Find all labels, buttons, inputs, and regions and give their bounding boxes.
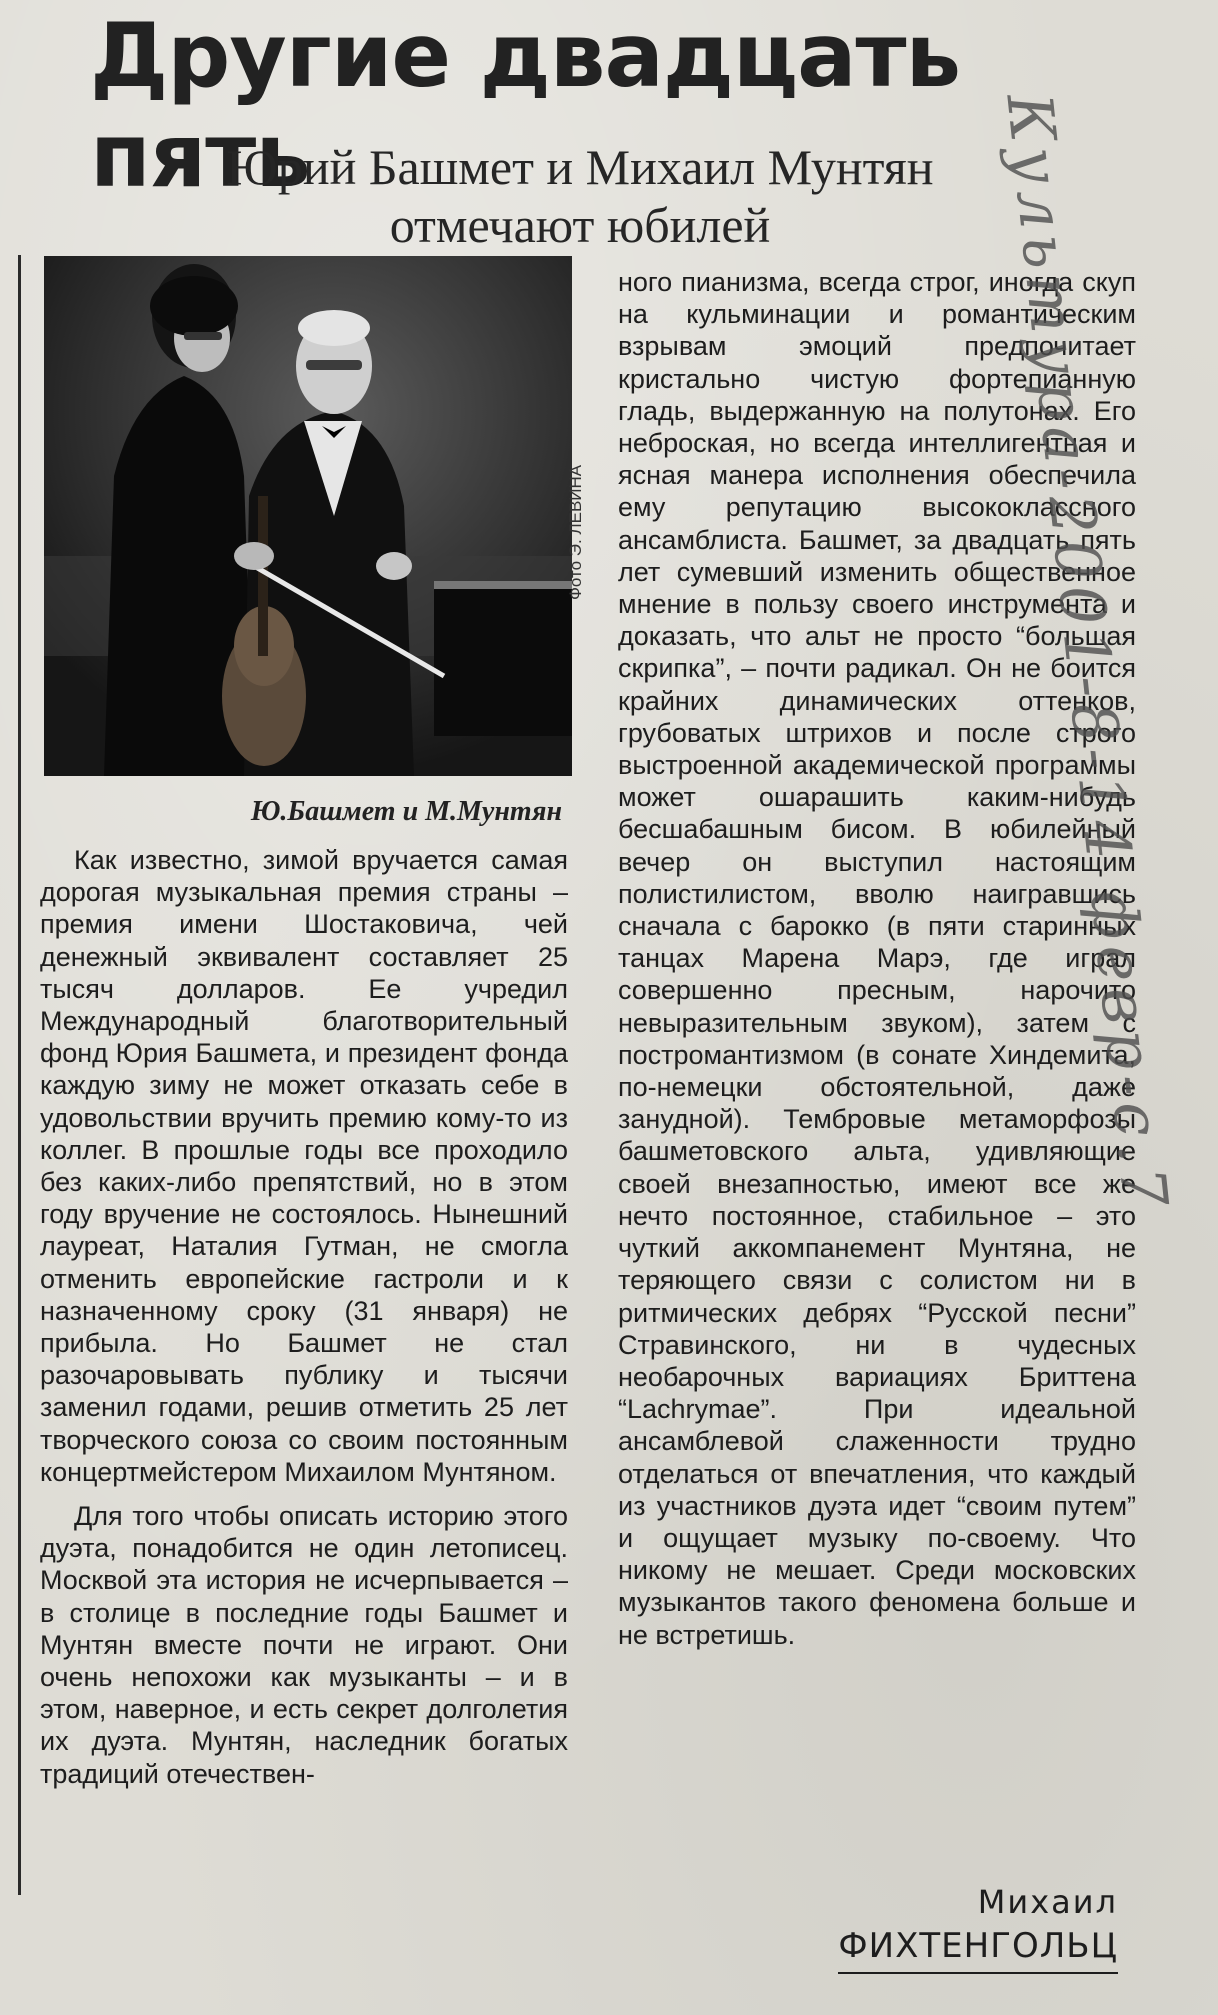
- handwritten-annotation: Культура-2001-8-14 февр-с.7: [992, 90, 1183, 1217]
- photo-caption: Ю.Башмет и М.Мунтян: [250, 796, 562, 827]
- article-column-1: [40, 844, 568, 1790]
- author-last-name: ФИХТЕНГОЛЬЦ: [838, 1924, 1118, 1974]
- paragraph-2-continued: ного пианизма, всегда строг, иногда скуп на кульминации и романтическим взрывам эмоций предпочитает кристально чистую фортепианную гладь, выдержанную на полутонах. Его неброская, но всегда интеллигентная и ясная манера исполнения обеспечила ему репутацию высококлассного ансамблиста. Башмет, за двадцать пять лет сумевший изменить общественное мнение в пользу своего инструмента и доказать, что альт не просто “большая скрипка”, – почти радикал. Он не боится крайних динамических оттенков, грубоватых штрихов и после строго выстроенной академической программы может ошарашить каким-нибудь бесшабашным бисом. В юбилейный вечер он выступил настоящим полистилистом, вволю наигравшись сначала с барокко (в пяти старинных танцах Марена Марэ, где играл совершенно пресным, нарочито невыразительным звуком), затем с постромантизмом (в сонате Хиндемита, по-немецки обстоятельной, даже занудной). Тембровые метаморфозы башметовского альта, удивляющие своей внезапностью, имеют все же нечто постоянное, стабильное – это чуткий аккомпанемент Мунтяна, не теряющего связи с солистом ни в ритмических дебрях “Русской песни” Стравинского, ни в чудесных необарочных вариациях Бриттена “Lachrymae”. При идеальной ансамблевой слаженности трудно отделаться от впечатления, что каждый из участников дуэта идет “своим путем” и ощущает музыку по-своему. Что никому не мешает. Среди московских музыкантов такого феномена больше и не встретишь.: [618, 267, 1136, 1650]
- subtitle-line-1: Юрий Башмет и Михаил Мунтян: [226, 139, 934, 195]
- photo-credit: Фото Э. ЛЕВИНА: [566, 464, 585, 600]
- paragraph-2: Для того чтобы описать историю этого дуэта, понадобится не один летописец. Москвой эта история не исчерпывается – в столице в последние годы Башмет и Мунтян вместе почти не играют. Они очень непохожи как музыканты – и в этом, наверное, и есть секрет долголетия их дуэта. Мунтян, наследник богатых традиций отечествен-: [40, 1501, 568, 1789]
- author-signature: [838, 1880, 1118, 1974]
- paragraph-1: Как известно, зимой вручается самая дорогая музыкальная премия страны – премия имени Шостаковича, чей денежный эквивалент составляет 25 тысяч долларов. Ее учредил Международный благотворительный фонд Юрия Башмета, и президент фонда каждую зиму не может отказать себе в удовольствии вручить премию кому-то из коллег. В прошлые годы все проходило без каких-либо препятствий, но в этом году вручение не состоялось. Нынешний лауреат, Наталия Гутман, не смогла отменить европейские гастроли и к назначенному сроку (31 января) не прибыла. Но Башмет не стал разочаровывать публику и тысячи заменил годами, решив отметить 25 лет творческого союза со своим постоянным концертмейстером Михаилом Мунтяном.: [40, 845, 568, 1487]
- subtitle-line-2: отмечают юбилей: [389, 197, 771, 253]
- headline: Другие двадцать пять: [90, 4, 961, 207]
- column-rule: [18, 255, 21, 1895]
- subtitle: [120, 138, 1040, 254]
- photo-illustration: [44, 256, 572, 776]
- author-first-name: Михаил: [977, 1883, 1118, 1921]
- photo-bashmet-muntyan: [44, 256, 572, 776]
